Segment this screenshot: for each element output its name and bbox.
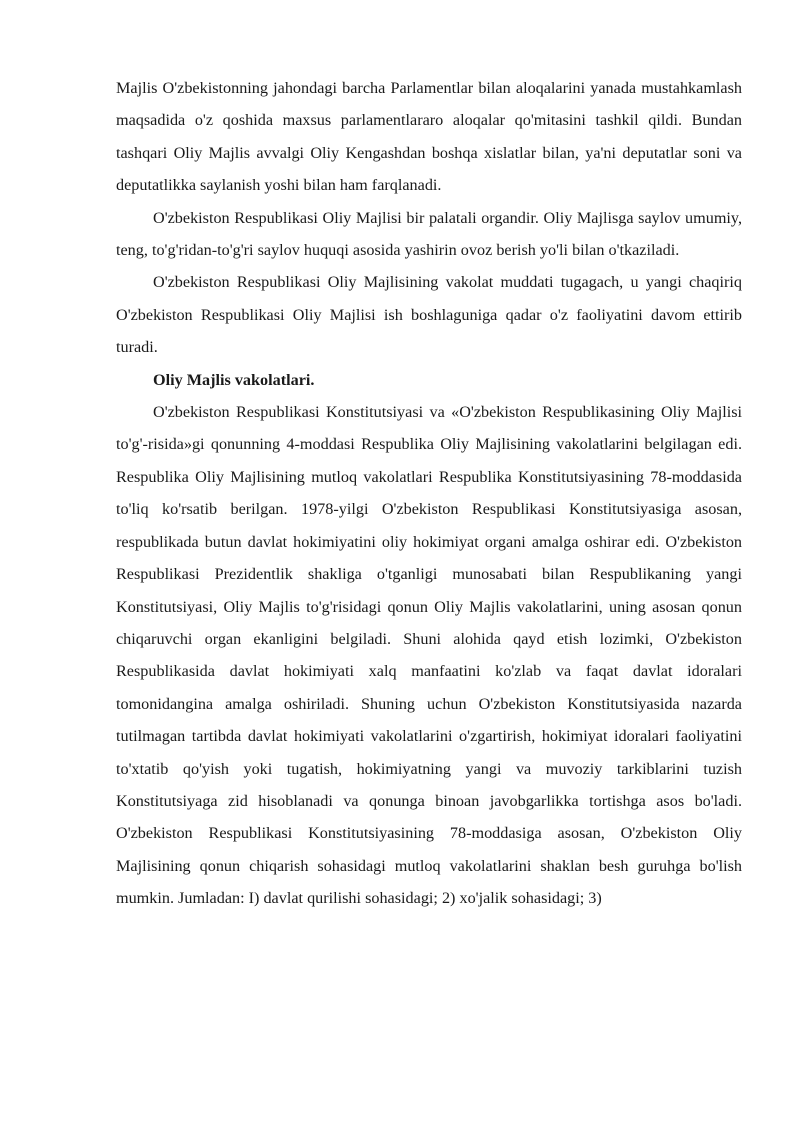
paragraph-parliament-relations: Majlis O'zbekistonning jahondagi barcha Parlamentlar bilan aloqalarini yanada mustahkamlash maqsadida o'z qoshida maxsus parlamentlararo aloqalar qo'mitasini tashkil qildi. Bundan tashqari Oliy Majlis avvalgi Oliy Kengashdan boshqa xislatlar bilan, ya'ni deputatlar soni va deputatlikka saylanish yoshi bilan ham farqlanadi. [116, 79, 742, 195]
document-page [116, 72, 742, 915]
paragraph-constitutional-powers: O'zbekiston Respublikasi Konstitutsiyasi va «O'zbekiston Respublikasining Oliy Majlisi to'g'-risida»gi qonunning 4-moddasi Respublika Oliy Majlisining vakolatlarini belgilagan edi. Respublika Oliy Majlisining mutloq vakolatlari Respublika Konstitutsiyasining 78-moddasida to'liq ko'rsatib berilgan. 1978-yilgi O'zbekiston Respublikasi Konstitutsiyasiga asosan, respublikada butun davlat hokimiyatini oliy hokimiyat organi amalga oshirar edi. O'zbekiston Respublikasi Prezidentlik shakliga o'tganligi munosabati bilan Respublikaning yangi Konstitutsiyasi, Oliy Majlis to'g'risidagi qonun Oliy Majlis vakolatlarini, uning asosan qonun chiqaruvchi organ ekanligini belgiladi. Shuni alohida qayd etish lozimki, O'zbekiston Respublikasida davlat hokimiyati xalq manfaatini ko'zlab va faqat davlat idoralari tomonidangina amalga oshiriladi. Shuning uchun O'zbekiston Konstitutsiyasida nazarda tutilmagan tartibda davlat hokimiyati vakolatlarini o'zgartirish, hokimiyat idoralari faoliyatini to'xtatib qo'yish yoki tugatish, hokimiyatning yangi va muvoziy tarkiblarini tuzish Konstitutsiyaga zid hisoblanadi va qonunga binoan javobgarlikka tortishga asos bo'ladi. O'zbekiston Respublikasi Konstitutsiyasining 78-moddasiga asosan, O'zbekiston Oliy Majlisining qonun chiqarish sohasidagi mutloq vakolatlarini shaklan besh guruhga bo'lish mumkin. Jumladan: I) davlat qurilishi sohasidagi; 2) xo'jalik sohasidagi; 3) [116, 403, 742, 908]
paragraph-unicameral-body: O'zbekiston Respublikasi Oliy Majlisi bir palatali organdir. Oliy Majlisga saylov umumiy, teng, to'g'ridan-to'g'ri saylov huquqi asosida yashirin ovoz berish yo'li bilan o'tkaziladi. [116, 208, 742, 260]
section-heading-powers: Oliy Majlis vakolatlari. [153, 370, 315, 389]
paragraph-term-of-office: O'zbekiston Respublikasi Oliy Majlisining vakolat muddati tugagach, u yangi chaqiriq O'zbekiston Respublikasi Oliy Majlisi ish boshlaguniga qadar o'z faoliyatini davom ettirib turadi. [116, 273, 742, 357]
